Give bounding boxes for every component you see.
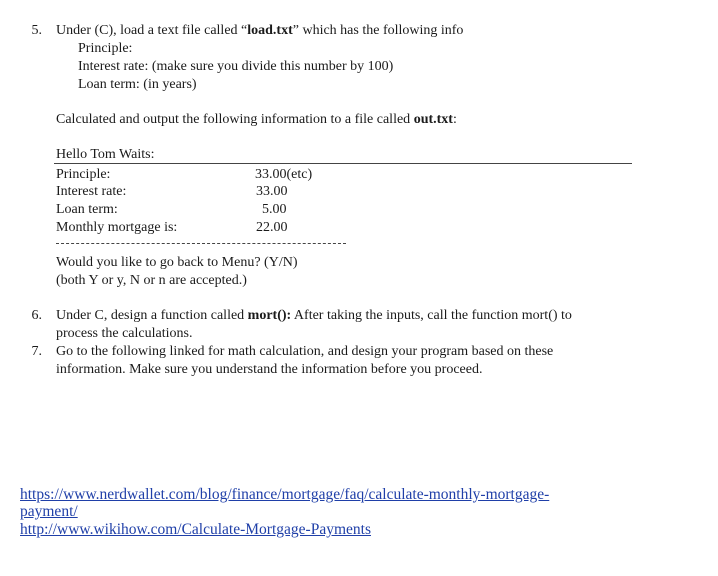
input-interest-rate: Interest rate: (make sure you divide this number by 100) bbox=[78, 59, 394, 74]
nerdwallet-link-line-2[interactable]: payment/ bbox=[20, 503, 78, 520]
item-6-text-b: After taking the inputs, call the function mort() to bbox=[291, 308, 572, 323]
mort-function-name: mort(): bbox=[247, 308, 292, 323]
item-5-intro bbox=[56, 22, 463, 39]
row-label-monthly-mortgage: Monthly mortgage is: bbox=[56, 220, 178, 235]
item-6-number: 6. bbox=[31, 308, 42, 323]
greeting-underline bbox=[54, 163, 632, 164]
item-7-number: 7. bbox=[31, 344, 42, 359]
sample-greeting: Hello Tom Waits: bbox=[56, 147, 155, 162]
item-5-calc-text-a: Calculated and output the following information to a file called bbox=[56, 112, 414, 127]
row-value-interest-rate: 33.00 bbox=[256, 184, 288, 199]
row-value-monthly-mortgage: 22.00 bbox=[256, 220, 288, 235]
menu-prompt-note: (both Y or y, N or n are accepted.) bbox=[56, 273, 247, 288]
item-5-number: 5. bbox=[31, 23, 42, 38]
item-6-text-a: Under C, design a function called bbox=[56, 308, 248, 323]
item-7-line-2: information. Make sure you understand the information before you proceed. bbox=[56, 362, 483, 377]
item-5-intro-text-a: Under (C), load a text file called “ bbox=[56, 23, 248, 38]
out-file-name: out.txt bbox=[413, 112, 453, 127]
row-value-principle: 33.00(etc) bbox=[255, 167, 313, 182]
row-label-loan-term: Loan term: bbox=[56, 202, 118, 217]
row-label-interest-rate: Interest rate: bbox=[56, 184, 127, 199]
nerdwallet-link-line-1[interactable]: https://www.nerdwallet.com/blog/finance/mortgage/faq/calculate-monthly-mortgage- bbox=[20, 486, 550, 503]
item-6-line-1 bbox=[56, 307, 572, 324]
wikihow-link[interactable]: http://www.wikihow.com/Calculate-Mortgage-Payments bbox=[20, 521, 371, 538]
input-principle: Principle: bbox=[78, 41, 133, 56]
row-label-principle: Principle: bbox=[56, 167, 111, 182]
item-5-calc-instruction bbox=[56, 111, 457, 128]
item-6-line-2: process the calculations. bbox=[56, 326, 193, 341]
item-5-calc-text-b: : bbox=[452, 112, 457, 127]
dashed-separator bbox=[56, 243, 346, 244]
item-7-line-1: Go to the following linked for math calculation, and design your program based on these bbox=[56, 344, 554, 359]
load-file-name: load.txt bbox=[247, 23, 293, 38]
input-loan-term: Loan term: (in years) bbox=[78, 77, 197, 92]
row-value-loan-term: 5.00 bbox=[262, 202, 287, 217]
item-5-intro-text-b: ” which has the following info bbox=[292, 23, 464, 38]
menu-prompt: Would you like to go back to Menu? (Y/N) bbox=[56, 255, 298, 270]
